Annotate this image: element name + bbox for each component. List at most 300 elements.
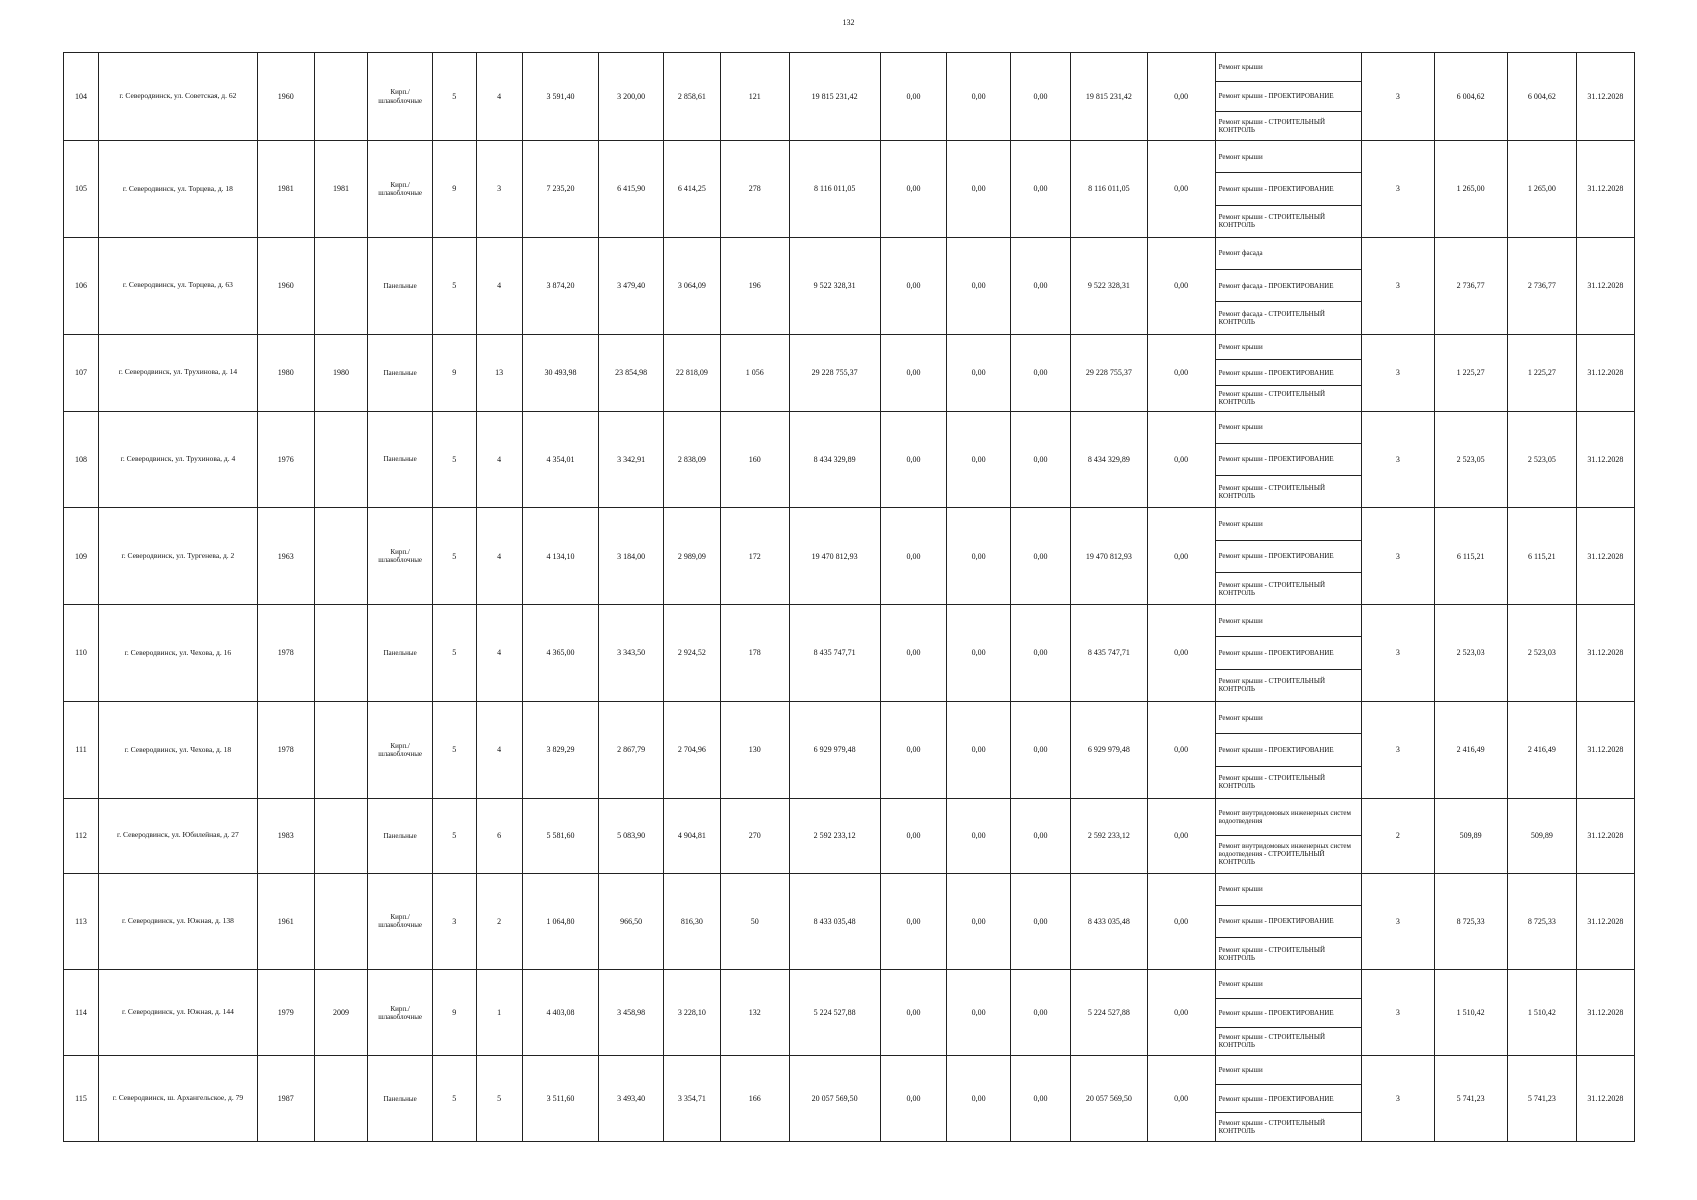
residents-cell: 50 <box>720 873 789 970</box>
work-item: Ремонт крыши - СТРОИТЕЛЬНЫЙ КОНТРОЛЬ <box>1218 1119 1326 1136</box>
capital-repair-table <box>63 52 1635 1142</box>
max-cost-cell: 2 523,05 <box>1507 411 1576 508</box>
other-fund-cell: 0,00 <box>1147 605 1215 702</box>
other-fund-cell: 0,00 <box>1147 1056 1215 1142</box>
works-list-cell <box>1215 411 1362 508</box>
fund-cell: 0,00 <box>880 334 947 411</box>
deadline-cell: 31.12.2028 <box>1576 237 1634 334</box>
year-built-cell: 1978 <box>257 701 314 798</box>
row-number: 108 <box>64 411 99 508</box>
work-item: Ремонт крыши - ПРОЕКТИРОВАНИЕ <box>1216 637 1362 669</box>
work-count-cell: 3 <box>1362 508 1434 605</box>
table-row <box>64 237 1635 334</box>
fund-cell: 0,00 <box>1010 237 1070 334</box>
floors-cell: 3 <box>432 873 476 970</box>
work-item: Ремонт крыши <box>1216 335 1362 361</box>
living-area-cell: 3 354,71 <box>663 1056 720 1142</box>
wall-material-cell: Панельные <box>368 237 433 334</box>
fund-cell: 0,00 <box>947 53 1010 141</box>
wall-material-cell: Панельные <box>368 798 433 873</box>
address-cell: г. Северодвинск, ул. Тургенева, д. 2 <box>99 508 258 605</box>
other-fund-cell: 0,00 <box>1147 53 1215 141</box>
floors-cell: 5 <box>432 701 476 798</box>
premises-area-cell: 3 493,40 <box>599 1056 664 1142</box>
address-cell: г. Северодвинск, ул. Чехова, д. 16 <box>99 605 258 702</box>
work-count-cell: 3 <box>1362 701 1434 798</box>
fund-cell: 0,00 <box>880 605 947 702</box>
works-list-cell <box>1215 701 1362 798</box>
works-list <box>1216 335 1362 411</box>
fund-cell: 0,00 <box>880 53 947 141</box>
living-area-cell: 6 414,25 <box>663 141 720 238</box>
unit-cost-cell: 8 725,33 <box>1434 873 1507 970</box>
table-row <box>64 1056 1635 1142</box>
fund-cell: 0,00 <box>880 798 947 873</box>
living-area-cell: 2 838,09 <box>663 411 720 508</box>
entrances-cell: 4 <box>476 508 522 605</box>
work-item: Ремонт крыши <box>1216 141 1362 173</box>
fund-cell: 0,00 <box>1010 53 1070 141</box>
max-cost-cell: 1 265,00 <box>1507 141 1576 238</box>
fund-cell: 0,00 <box>947 873 1010 970</box>
works-list <box>1216 412 1362 508</box>
year-built-cell: 1961 <box>257 873 314 970</box>
premises-area-cell: 23 854,98 <box>599 334 664 411</box>
deadline-cell: 31.12.2028 <box>1576 508 1634 605</box>
work-item: Ремонт крыши - ПРОЕКТИРОВАНИЕ <box>1216 734 1362 766</box>
row-number: 111 <box>64 701 99 798</box>
table-row <box>64 873 1635 970</box>
wall-material-cell: Кирп./шлакоблочные <box>368 701 433 798</box>
year-built-cell: 1960 <box>257 53 314 141</box>
premises-area-cell: 3 342,91 <box>599 411 664 508</box>
entrances-cell: 5 <box>476 1056 522 1142</box>
other-fund-cell: 0,00 <box>1147 508 1215 605</box>
work-item: Ремонт крыши - СТРОИТЕЛЬНЫЙ КОНТРОЛЬ <box>1218 213 1326 230</box>
row-number: 105 <box>64 141 99 238</box>
work-item: Ремонт крыши - СТРОИТЕЛЬНЫЙ КОНТРОЛЬ <box>1218 390 1326 407</box>
works-list-cell <box>1215 873 1362 970</box>
max-cost-cell: 6 115,21 <box>1507 508 1576 605</box>
total-area-cell: 30 493,98 <box>522 334 599 411</box>
work-item: Ремонт крыши <box>1216 970 1362 999</box>
residents-cell: 270 <box>720 798 789 873</box>
fund-cell: 0,00 <box>947 334 1010 411</box>
other-fund-cell: 0,00 <box>1147 873 1215 970</box>
works-list <box>1216 605 1362 701</box>
works-list-cell <box>1215 141 1362 238</box>
work-count-cell: 3 <box>1362 970 1434 1056</box>
owners-fund-cell: 19 815 231,42 <box>1071 53 1148 141</box>
work-item: Ремонт внутридомовых инженерных систем водоотведения - СТРОИТЕЛЬНЫЙ КОНТРОЛЬ <box>1218 842 1351 867</box>
total-area-cell: 1 064,80 <box>522 873 599 970</box>
wall-material-cell: Кирп./шлакоблочные <box>368 508 433 605</box>
max-cost-cell: 1 510,42 <box>1507 970 1576 1056</box>
living-area-cell: 2 989,09 <box>663 508 720 605</box>
other-fund-cell: 0,00 <box>1147 141 1215 238</box>
fund-cell: 0,00 <box>1010 798 1070 873</box>
floors-cell: 5 <box>432 411 476 508</box>
floors-cell: 5 <box>432 53 476 141</box>
wall-material-cell: Кирп./шлакоблочные <box>368 873 433 970</box>
work-item: Ремонт крыши <box>1216 605 1362 637</box>
work-count-cell: 2 <box>1362 798 1434 873</box>
residents-cell: 121 <box>720 53 789 141</box>
works-list <box>1216 1056 1362 1141</box>
year-built-cell: 1979 <box>257 970 314 1056</box>
unit-cost-cell: 1 510,42 <box>1434 970 1507 1056</box>
residents-cell: 132 <box>720 970 789 1056</box>
work-item: Ремонт крыши - ПРОЕКТИРОВАНИЕ <box>1216 173 1362 205</box>
row-number: 114 <box>64 970 99 1056</box>
floors-cell: 5 <box>432 1056 476 1142</box>
total-cost-cell: 9 522 328,31 <box>789 237 880 334</box>
row-number: 107 <box>64 334 99 411</box>
deadline-cell: 31.12.2028 <box>1576 141 1634 238</box>
work-item: Ремонт крыши - СТРОИТЕЛЬНЫЙ КОНТРОЛЬ <box>1218 117 1326 134</box>
work-item: Ремонт крыши - ПРОЕКТИРОВАНИЕ <box>1216 541 1362 573</box>
year-renovation-cell: 2009 <box>314 970 368 1056</box>
floors-cell: 5 <box>432 237 476 334</box>
year-renovation-cell <box>314 411 368 508</box>
entrances-cell: 4 <box>476 237 522 334</box>
work-item: Ремонт крыши - ПРОЕКТИРОВАНИЕ <box>1216 1085 1362 1114</box>
max-cost-cell: 2 416,49 <box>1507 701 1576 798</box>
works-list-cell <box>1215 798 1362 873</box>
residents-cell: 166 <box>720 1056 789 1142</box>
fund-cell: 0,00 <box>880 237 947 334</box>
total-area-cell: 5 581,60 <box>522 798 599 873</box>
address-cell: г. Северодвинск, ул. Трухинова, д. 4 <box>99 411 258 508</box>
work-item: Ремонт крыши - СТРОИТЕЛЬНЫЙ КОНТРОЛЬ <box>1218 1033 1326 1050</box>
residents-cell: 278 <box>720 141 789 238</box>
row-number: 115 <box>64 1056 99 1142</box>
fund-cell: 0,00 <box>1010 334 1070 411</box>
works-list-cell <box>1215 605 1362 702</box>
owners-fund-cell: 19 470 812,93 <box>1071 508 1148 605</box>
owners-fund-cell: 8 435 747,71 <box>1071 605 1148 702</box>
table-row <box>64 53 1635 141</box>
address-cell: г. Северодвинск, ул. Юбилейная, д. 27 <box>99 798 258 873</box>
year-built-cell: 1983 <box>257 798 314 873</box>
unit-cost-cell: 2 523,03 <box>1434 605 1507 702</box>
table-row <box>64 334 1635 411</box>
works-list-cell <box>1215 334 1362 411</box>
deadline-cell: 31.12.2028 <box>1576 701 1634 798</box>
owners-fund-cell: 29 228 755,37 <box>1071 334 1148 411</box>
work-count-cell: 3 <box>1362 1056 1434 1142</box>
year-built-cell: 1978 <box>257 605 314 702</box>
max-cost-cell: 2 736,77 <box>1507 237 1576 334</box>
floors-cell: 5 <box>432 605 476 702</box>
residents-cell: 172 <box>720 508 789 605</box>
total-area-cell: 3 511,60 <box>522 1056 599 1142</box>
deadline-cell: 31.12.2028 <box>1576 334 1634 411</box>
row-number: 104 <box>64 53 99 141</box>
deadline-cell: 31.12.2028 <box>1576 1056 1634 1142</box>
unit-cost-cell: 6 115,21 <box>1434 508 1507 605</box>
entrances-cell: 3 <box>476 141 522 238</box>
other-fund-cell: 0,00 <box>1147 970 1215 1056</box>
deadline-cell: 31.12.2028 <box>1576 970 1634 1056</box>
works-list-cell <box>1215 1056 1362 1142</box>
deadline-cell: 31.12.2028 <box>1576 411 1634 508</box>
total-area-cell: 4 403,08 <box>522 970 599 1056</box>
year-renovation-cell <box>314 508 368 605</box>
address-cell: г. Северодвинск, ул. Советская, д. 62 <box>99 53 258 141</box>
unit-cost-cell: 509,89 <box>1434 798 1507 873</box>
owners-fund-cell: 8 434 329,89 <box>1071 411 1148 508</box>
living-area-cell: 2 924,52 <box>663 605 720 702</box>
premises-area-cell: 3 184,00 <box>599 508 664 605</box>
fund-cell: 0,00 <box>947 508 1010 605</box>
row-number: 112 <box>64 798 99 873</box>
year-built-cell: 1980 <box>257 334 314 411</box>
living-area-cell: 3 228,10 <box>663 970 720 1056</box>
work-item: Ремонт крыши <box>1216 874 1362 906</box>
fund-cell: 0,00 <box>947 141 1010 238</box>
address-cell: г. Северодвинск, ул. Чехова, д. 18 <box>99 701 258 798</box>
year-built-cell: 1960 <box>257 237 314 334</box>
other-fund-cell: 0,00 <box>1147 701 1215 798</box>
total-cost-cell: 19 815 231,42 <box>789 53 880 141</box>
row-number: 106 <box>64 237 99 334</box>
work-count-cell: 3 <box>1362 141 1434 238</box>
works-list <box>1216 141 1362 237</box>
work-item: Ремонт крыши <box>1216 1056 1362 1085</box>
deadline-cell: 31.12.2028 <box>1576 798 1634 873</box>
wall-material-cell: Кирп./шлакоблочные <box>368 53 433 141</box>
living-area-cell: 22 818,09 <box>663 334 720 411</box>
owners-fund-cell: 8 116 011,05 <box>1071 141 1148 238</box>
floors-cell: 9 <box>432 970 476 1056</box>
unit-cost-cell: 2 523,05 <box>1434 411 1507 508</box>
work-count-cell: 3 <box>1362 237 1434 334</box>
total-cost-cell: 6 929 979,48 <box>789 701 880 798</box>
total-cost-cell: 2 592 233,12 <box>789 798 880 873</box>
unit-cost-cell: 2 736,77 <box>1434 237 1507 334</box>
year-built-cell: 1987 <box>257 1056 314 1142</box>
max-cost-cell: 1 225,27 <box>1507 334 1576 411</box>
year-renovation-cell: 1980 <box>314 334 368 411</box>
wall-material-cell: Панельные <box>368 1056 433 1142</box>
total-cost-cell: 29 228 755,37 <box>789 334 880 411</box>
work-item: Ремонт крыши <box>1216 702 1362 734</box>
floors-cell: 9 <box>432 334 476 411</box>
fund-cell: 0,00 <box>1010 701 1070 798</box>
entrances-cell: 6 <box>476 798 522 873</box>
owners-fund-cell: 8 433 035,48 <box>1071 873 1148 970</box>
total-area-cell: 4 134,10 <box>522 508 599 605</box>
year-renovation-cell <box>314 873 368 970</box>
residents-cell: 130 <box>720 701 789 798</box>
page-number: 132 <box>842 18 855 27</box>
fund-cell: 0,00 <box>880 508 947 605</box>
work-item: Ремонт крыши <box>1216 53 1362 82</box>
floors-cell: 5 <box>432 508 476 605</box>
living-area-cell: 4 904,81 <box>663 798 720 873</box>
wall-material-cell: Панельные <box>368 605 433 702</box>
residents-cell: 1 056 <box>720 334 789 411</box>
total-cost-cell: 20 057 569,50 <box>789 1056 880 1142</box>
fund-cell: 0,00 <box>947 970 1010 1056</box>
entrances-cell: 4 <box>476 605 522 702</box>
premises-area-cell: 5 083,90 <box>599 798 664 873</box>
entrances-cell: 4 <box>476 411 522 508</box>
work-count-cell: 3 <box>1362 411 1434 508</box>
premises-area-cell: 3 343,50 <box>599 605 664 702</box>
entrances-cell: 1 <box>476 970 522 1056</box>
fund-cell: 0,00 <box>1010 605 1070 702</box>
unit-cost-cell: 1 225,27 <box>1434 334 1507 411</box>
work-item: Ремонт крыши - ПРОЕКТИРОВАНИЕ <box>1216 906 1362 938</box>
entrances-cell: 4 <box>476 53 522 141</box>
fund-cell: 0,00 <box>880 970 947 1056</box>
max-cost-cell: 2 523,03 <box>1507 605 1576 702</box>
owners-fund-cell: 5 224 527,88 <box>1071 970 1148 1056</box>
address-cell: г. Северодвинск, ул. Южная, д. 138 <box>99 873 258 970</box>
premises-area-cell: 3 479,40 <box>599 237 664 334</box>
year-renovation-cell <box>314 798 368 873</box>
work-item: Ремонт крыши - СТРОИТЕЛЬНЫЙ КОНТРОЛЬ <box>1218 483 1326 500</box>
year-renovation-cell <box>314 701 368 798</box>
table-row <box>64 701 1635 798</box>
fund-cell: 0,00 <box>947 605 1010 702</box>
deadline-cell: 31.12.2028 <box>1576 53 1634 141</box>
address-cell: г. Северодвинск, ул. Трухинова, д. 14 <box>99 334 258 411</box>
total-area-cell: 4 354,01 <box>522 411 599 508</box>
max-cost-cell: 5 741,23 <box>1507 1056 1576 1142</box>
work-item: Ремонт крыши - ПРОЕКТИРОВАНИЕ <box>1216 999 1362 1028</box>
work-count-cell: 3 <box>1362 873 1434 970</box>
table-row <box>64 605 1635 702</box>
total-cost-cell: 8 433 035,48 <box>789 873 880 970</box>
fund-cell: 0,00 <box>947 798 1010 873</box>
work-item: Ремонт внутридомовых инженерных систем водоотведения <box>1216 799 1362 836</box>
year-built-cell: 1963 <box>257 508 314 605</box>
owners-fund-cell: 9 522 328,31 <box>1071 237 1148 334</box>
premises-area-cell: 3 458,98 <box>599 970 664 1056</box>
total-area-cell: 3 874,20 <box>522 237 599 334</box>
living-area-cell: 2 704,96 <box>663 701 720 798</box>
fund-cell: 0,00 <box>947 237 1010 334</box>
living-area-cell: 816,30 <box>663 873 720 970</box>
work-item: Ремонт крыши - СТРОИТЕЛЬНЫЙ КОНТРОЛЬ <box>1218 580 1326 597</box>
work-item: Ремонт фасада <box>1216 238 1362 270</box>
work-count-cell: 3 <box>1362 53 1434 141</box>
works-list <box>1216 508 1362 604</box>
fund-cell: 0,00 <box>880 141 947 238</box>
fund-cell: 0,00 <box>947 701 1010 798</box>
residents-cell: 178 <box>720 605 789 702</box>
living-area-cell: 3 064,09 <box>663 237 720 334</box>
fund-cell: 0,00 <box>947 1056 1010 1142</box>
total-area-cell: 4 365,00 <box>522 605 599 702</box>
address-cell: г. Северодвинск, ул. Южная, д. 144 <box>99 970 258 1056</box>
fund-cell: 0,00 <box>1010 508 1070 605</box>
other-fund-cell: 0,00 <box>1147 798 1215 873</box>
table-row <box>64 508 1635 605</box>
year-renovation-cell <box>314 1056 368 1142</box>
address-cell: г. Северодвинск, ш. Архангельское, д. 79 <box>99 1056 258 1142</box>
wall-material-cell: Кирп./шлакоблочные <box>368 141 433 238</box>
premises-area-cell: 966,50 <box>599 873 664 970</box>
total-area-cell: 3 829,29 <box>522 701 599 798</box>
max-cost-cell: 509,89 <box>1507 798 1576 873</box>
other-fund-cell: 0,00 <box>1147 411 1215 508</box>
total-cost-cell: 8 435 747,71 <box>789 605 880 702</box>
total-cost-cell: 19 470 812,93 <box>789 508 880 605</box>
works-list <box>1216 970 1362 1055</box>
fund-cell: 0,00 <box>1010 1056 1070 1142</box>
residents-cell: 160 <box>720 411 789 508</box>
premises-area-cell: 2 867,79 <box>599 701 664 798</box>
premises-area-cell: 6 415,90 <box>599 141 664 238</box>
deadline-cell: 31.12.2028 <box>1576 873 1634 970</box>
unit-cost-cell: 1 265,00 <box>1434 141 1507 238</box>
work-item: Ремонт крыши <box>1216 508 1362 540</box>
total-cost-cell: 8 116 011,05 <box>789 141 880 238</box>
table-row <box>64 970 1635 1056</box>
works-list-cell <box>1215 53 1362 141</box>
fund-cell: 0,00 <box>1010 970 1070 1056</box>
address-cell: г. Северодвинск, ул. Торцева, д. 63 <box>99 237 258 334</box>
work-item: Ремонт фасада - ПРОЕКТИРОВАНИЕ <box>1216 270 1362 302</box>
unit-cost-cell: 5 741,23 <box>1434 1056 1507 1142</box>
total-cost-cell: 5 224 527,88 <box>789 970 880 1056</box>
work-item: Ремонт крыши - СТРОИТЕЛЬНЫЙ КОНТРОЛЬ <box>1218 677 1326 694</box>
table-row <box>64 798 1635 873</box>
owners-fund-cell: 2 592 233,12 <box>1071 798 1148 873</box>
unit-cost-cell: 2 416,49 <box>1434 701 1507 798</box>
entrances-cell: 2 <box>476 873 522 970</box>
year-renovation-cell <box>314 605 368 702</box>
wall-material-cell: Панельные <box>368 411 433 508</box>
work-item: Ремонт крыши - ПРОЕКТИРОВАНИЕ <box>1216 360 1362 386</box>
works-list <box>1216 53 1362 140</box>
fund-cell: 0,00 <box>1010 411 1070 508</box>
works-list <box>1216 702 1362 798</box>
wall-material-cell: Панельные <box>368 334 433 411</box>
unit-cost-cell: 6 004,62 <box>1434 53 1507 141</box>
living-area-cell: 2 858,61 <box>663 53 720 141</box>
work-item: Ремонт крыши <box>1216 412 1362 444</box>
total-cost-cell: 8 434 329,89 <box>789 411 880 508</box>
work-count-cell: 3 <box>1362 605 1434 702</box>
owners-fund-cell: 20 057 569,50 <box>1071 1056 1148 1142</box>
row-number: 113 <box>64 873 99 970</box>
premises-area-cell: 3 200,00 <box>599 53 664 141</box>
work-item: Ремонт фасада - СТРОИТЕЛЬНЫЙ КОНТРОЛЬ <box>1218 309 1325 326</box>
year-built-cell: 1976 <box>257 411 314 508</box>
year-renovation-cell <box>314 53 368 141</box>
row-number: 109 <box>64 508 99 605</box>
work-item: Ремонт крыши - ПРОЕКТИРОВАНИЕ <box>1216 444 1362 476</box>
fund-cell: 0,00 <box>880 1056 947 1142</box>
year-renovation-cell <box>314 237 368 334</box>
table-row <box>64 411 1635 508</box>
fund-cell: 0,00 <box>880 411 947 508</box>
wall-material-cell: Кирп./шлакоблочные <box>368 970 433 1056</box>
work-item: Ремонт крыши - СТРОИТЕЛЬНЫЙ КОНТРОЛЬ <box>1218 774 1326 791</box>
other-fund-cell: 0,00 <box>1147 237 1215 334</box>
fund-cell: 0,00 <box>880 873 947 970</box>
floors-cell: 9 <box>432 141 476 238</box>
works-list-cell <box>1215 508 1362 605</box>
entrances-cell: 13 <box>476 334 522 411</box>
work-item: Ремонт крыши - ПРОЕКТИРОВАНИЕ <box>1216 82 1362 111</box>
other-fund-cell: 0,00 <box>1147 334 1215 411</box>
